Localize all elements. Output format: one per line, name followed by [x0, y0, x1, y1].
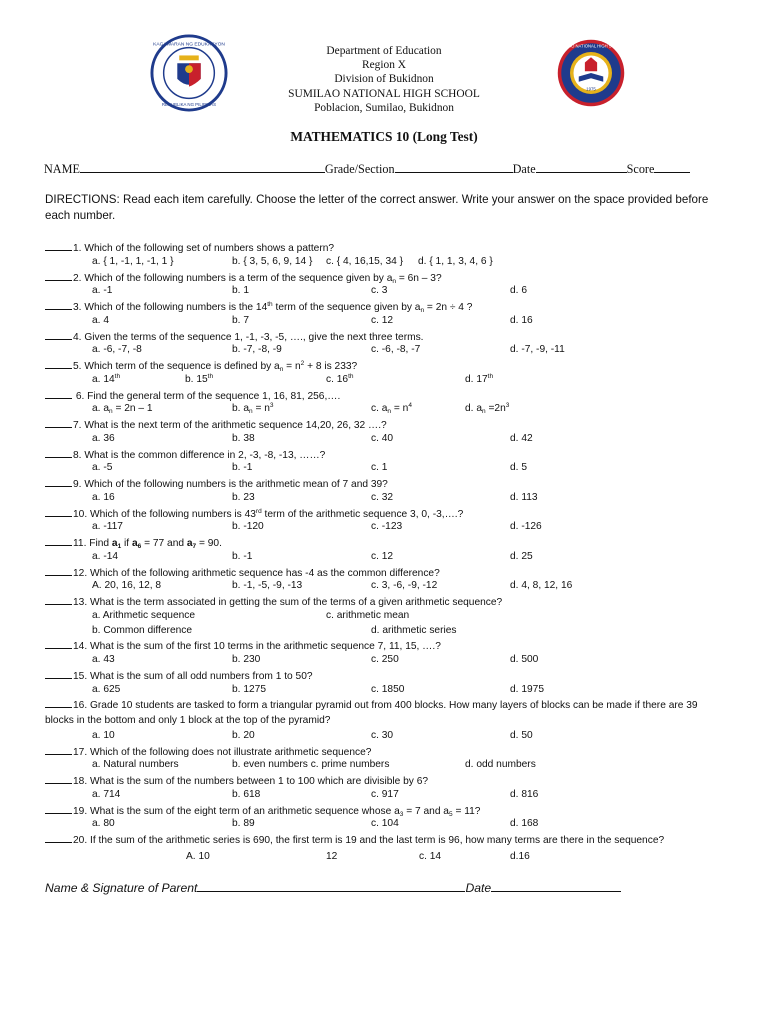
question-2: 2. Which of the following numbers is a term of the sequence given by $a_n = 6n - 3$?	[45, 270, 725, 285]
answer-blank[interactable]	[45, 832, 72, 843]
answer-blank[interactable]	[45, 565, 72, 576]
question-20: 20. If the sum of the arithmetic series is 690, the first term is 19 and the last term is 96, how many terms are there in the sequence?	[45, 832, 725, 849]
question-16: 16. Grade 10 students are tasked to form a triangular pyramid out from 400 blocks. How many layers of blocks can be made if there are 39 blocks in the bottom and only 1 block at the top of the pyramid?	[45, 697, 725, 729]
svg-text:SUMILAO NATIONAL HIGH SCHOOL: SUMILAO NATIONAL HIGH SCHOOL	[556, 43, 626, 49]
question-14: 14. What is the sum of the first 10 terms in the arithmetic sequence 7, 11, 15, ….?	[45, 638, 725, 653]
question-12: 12. Which of the following arithmetic sequence has -4 as the common difference?	[45, 565, 725, 580]
student-info-line	[44, 161, 690, 177]
parent-signature-field[interactable]	[197, 880, 465, 892]
question-1: 1. Which of the following set of numbers shows a pattern?	[45, 240, 725, 255]
question-15: 15. What is the sum of all odd numbers from 1 to 50?	[45, 668, 725, 683]
svg-text:KAGAWARAN NG EDUKASYON: KAGAWARAN NG EDUKASYON	[153, 42, 225, 48]
header-address: Poblacion, Sumilao, Bukidnon	[314, 101, 454, 114]
name-label: NAME	[44, 162, 80, 176]
answer-blank[interactable]	[45, 299, 72, 310]
answer-blank[interactable]	[45, 240, 72, 251]
options-18: a. 714 b. 618 c. 917 d. 816	[92, 788, 539, 800]
parent-label: Name & Signature of Parent	[45, 881, 198, 895]
options-8: a. -5 b. -1 c. 1 d. 5	[92, 462, 527, 474]
question-list	[45, 240, 725, 849]
answer-blank[interactable]	[45, 447, 72, 458]
school-header	[0, 44, 768, 115]
question-9: 9. Which of the following numbers is the arithmetic mean of 7 and 39?	[45, 476, 725, 491]
header-department: Department of Education	[326, 45, 442, 57]
question-8: 8. What is the common difference in 2, -3, -8, -13, ……?	[45, 447, 725, 462]
options-14: a. 43 b. 230 c. 250 d. 500	[92, 654, 539, 665]
answer-blank[interactable]	[45, 506, 72, 517]
options-20: A. 10 12 c. 14 d.16	[186, 851, 530, 862]
options-5: a. 14th b. 15th c. 16th d. 17th	[92, 372, 494, 385]
question-19: 19. What is the sum of the eight term of an arithmetic sequence whose $a_3 = 7$ and $a_5 = 11$?	[45, 803, 725, 818]
question-7: 7. What is the next term of the arithmetic sequence 14,20, 26, 32 ….?	[45, 417, 725, 432]
date-field[interactable]	[536, 161, 627, 173]
answer-blank[interactable]	[45, 668, 72, 679]
question-6: 6. Find the general term of the sequence 1, 16, 81, 256,….	[45, 388, 725, 403]
options-4: a. -6, -7, -8 b. -7, -8, -9 c. -6, -8, -7 d. -7, -9, -11	[92, 344, 565, 356]
options-19: a. 80 b. 89 c. 104 d. 168	[92, 818, 539, 830]
footer-date-label: Date	[465, 881, 492, 895]
options-15: a. 625 b. 1275 c. 1850 d. 1975	[92, 683, 544, 695]
score-label: Score	[626, 162, 655, 176]
answer-blank[interactable]	[45, 638, 72, 649]
question-17: 17. Which of the following does not illustrate arithmetic sequence?	[45, 744, 725, 759]
answer-blank[interactable]	[45, 803, 72, 814]
answer-blank[interactable]	[45, 744, 72, 755]
name-field[interactable]	[80, 161, 325, 173]
answer-blank[interactable]	[45, 417, 72, 428]
score-field[interactable]	[654, 161, 690, 173]
options-10: a. -117 b. -120 c. -123 d. -126	[92, 521, 542, 533]
header-division: Division of Bukidnon	[334, 73, 434, 86]
question-18: 18. What is the sum of the numbers between 1 to 100 which are divisible by 6?	[45, 773, 725, 788]
grade-label: Grade/Section	[324, 162, 395, 176]
options-1: a. { 1, -1, 1, -1, 1 } b. { 3, 5, 6, 9, 14 } c. { 4, 16,15, 34 } d. { 1, 1, 3, 4, 6 }	[92, 255, 493, 267]
question-10: 10. Which of the following numbers is 43rd term of the arithmetic sequence 3, 0, -3,….?	[45, 506, 725, 521]
options-12: A. 20, 16, 12, 8 b. -1, -5, -9, -13 c. 3, -6, -9, -12 d. 4, 8, 12, 16	[92, 580, 573, 592]
question-11: 11. Find $a_1$ if $a_6 = 77$ and $a_7 = 90$.	[45, 535, 725, 550]
question-4: 4. Given the terms of the sequence 1, -1, -3, -5, …., give the next three terms.	[45, 329, 725, 344]
header-school: SUMILAO NATIONAL HIGH SCHOOL	[288, 87, 480, 100]
header-region: Region X	[362, 59, 406, 72]
options-7: a. 36 b. 38 c. 40 d. 42	[92, 432, 533, 444]
answer-blank[interactable]	[45, 697, 72, 708]
options-13a: a. Arithmetic sequence c. arithmetic mean	[92, 609, 410, 621]
test-title: MATHEMATICS 10 (Long Test)	[290, 129, 478, 144]
answer-blank[interactable]	[45, 358, 72, 369]
answer-blank[interactable]	[45, 535, 72, 546]
options-6: a. $a_n = 2n - 1$ b. $a_n = n^3$ c. $a_n = n^4$ d. $a_n =2n^3$	[92, 402, 510, 416]
options-2: a. -1 b. 1 c. 3 d. 6	[92, 285, 527, 297]
svg-text:1975: 1975	[586, 86, 596, 92]
options-11: a. -14 b. -1 c. 12 d. 25	[92, 550, 533, 562]
date-label: Date	[512, 162, 536, 176]
directions: DIRECTIONS: Read each item carefully. Choose the letter of the correct answer. Write your answer on the space provided before each number.	[45, 193, 709, 222]
options-9: a. 16 b. 23 c. 32 d. 113	[92, 491, 538, 503]
question-13: 13. What is the term associated in getting the sum of the terms of a given arithmetic sequence?	[45, 594, 725, 609]
answer-blank[interactable]	[45, 270, 72, 281]
question-5: 5. Which term of the sequence is defined by $a_n = n^2 + 8$ is 233?	[45, 358, 725, 373]
parent-signature-line	[45, 880, 621, 895]
answer-blank[interactable]	[45, 388, 72, 399]
grade-field[interactable]	[395, 161, 513, 173]
answer-blank[interactable]	[45, 476, 72, 487]
answer-blank[interactable]	[45, 773, 72, 784]
options-16: a. 10 b. 20 c. 30 d. 50	[92, 729, 533, 741]
answer-blank[interactable]	[45, 329, 72, 340]
footer-date-field[interactable]	[491, 880, 621, 892]
options-3: a. 4 b. 7 c. 12 d. 16	[92, 314, 533, 326]
options-17: a. Natural numbers b. even numbers c. prime numbers d. odd numbers	[92, 759, 536, 771]
options-13b: b. Common difference d. arithmetic series	[92, 624, 457, 636]
question-3: 3. Which of the following numbers is the 14th term of the sequence given by $a_n = 2n \div 4$ ?	[45, 299, 725, 314]
svg-text:REPUBLIKA NG PILIPINAS: REPUBLIKA NG PILIPINAS	[161, 102, 217, 108]
answer-blank[interactable]	[45, 594, 72, 605]
